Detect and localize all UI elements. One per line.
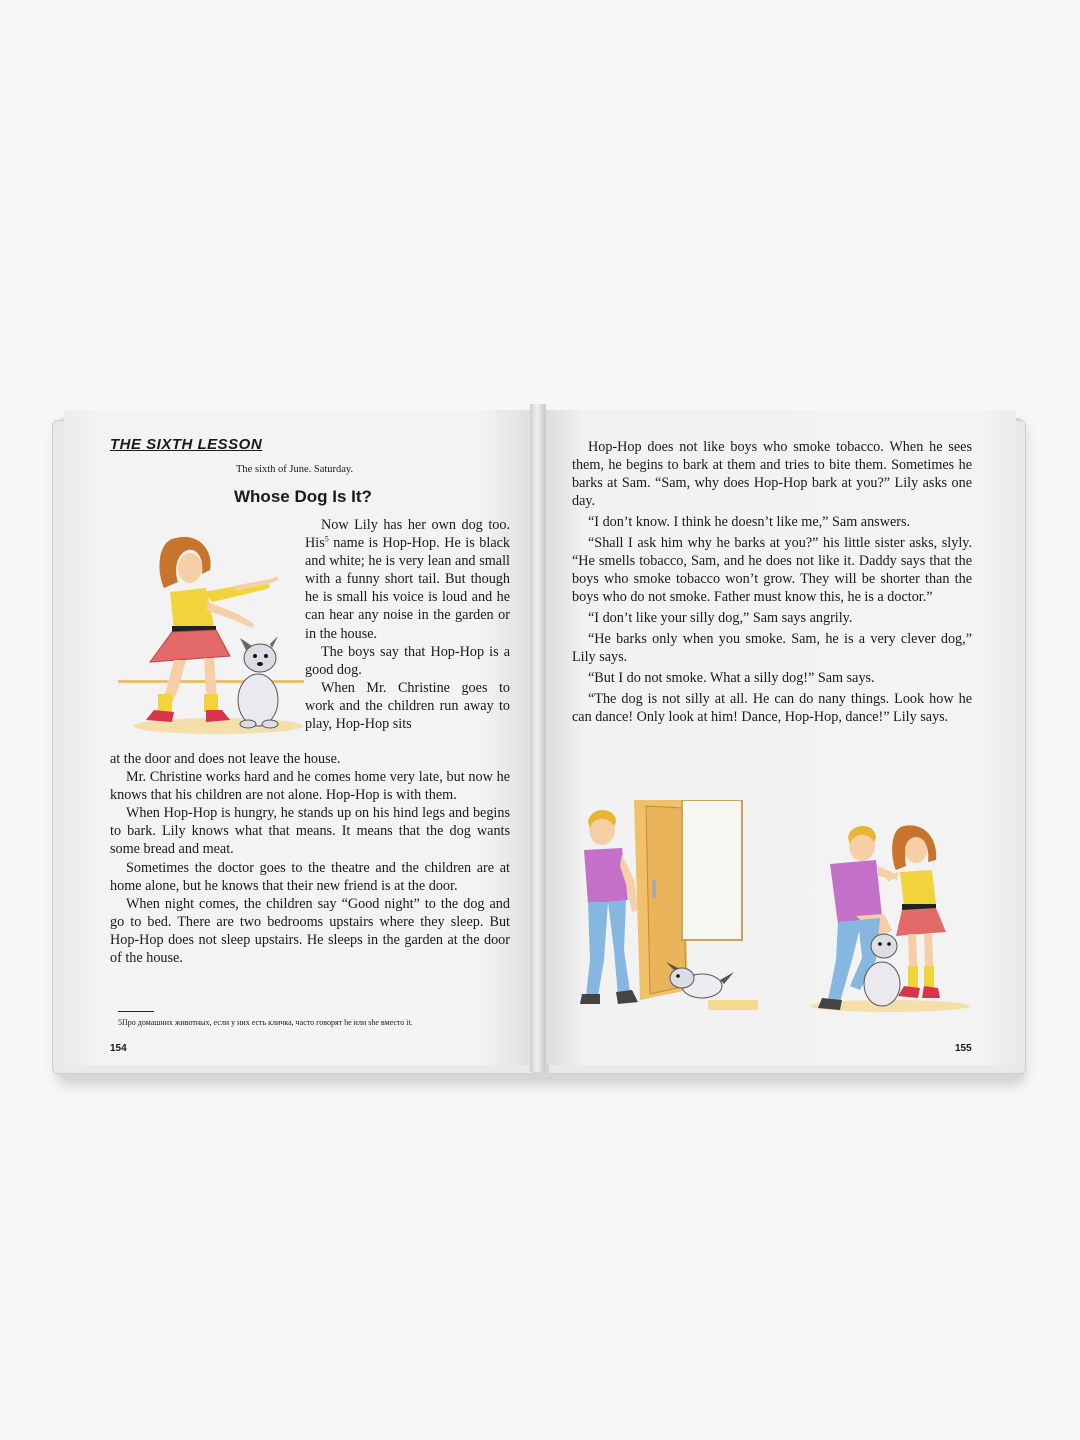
story-title: Whose Dog Is It? <box>234 487 372 506</box>
lesson-title: THE SIXTH LESSON <box>110 436 263 453</box>
paragraph: When Mr. Christine goes to work and the children run away to play, Hop-Hop sits <box>305 679 510 733</box>
paragraph: When night comes, the children say “Good night” to the dog and go to bed. There are two bedrooms upstairs where they sleep. But Hop-Hop does not sleep upstairs. He sleeps in the garden at the door of the house. <box>110 895 510 967</box>
paragraph: Mr. Christine works hard and he comes home very late, but now he knows that his children are not alone. Hop-Hop is with them. <box>110 769 510 804</box>
story-main-text <box>110 750 510 967</box>
story-continued-text <box>572 438 972 729</box>
paragraph: The boys say that Hop-Hop is a good dog. <box>305 643 510 678</box>
paragraph: at the door and does not leave the house. <box>110 751 341 767</box>
page-number-right: 155 <box>955 1043 972 1054</box>
girl-with-dog-illustration <box>118 530 304 736</box>
paragraph: Sometimes the doctor goes to the theatre and the children are at home alone, but he knows that their new friend is at the door. <box>110 859 510 894</box>
book-spine <box>530 404 546 1072</box>
paragraph: “I don’t like your silly dog,” Sam says angrily. <box>588 610 853 626</box>
paragraph: “But I do not smoke. What a silly dog!” Sam says. <box>588 670 875 686</box>
page-number-left: 154 <box>110 1043 127 1054</box>
lesson-date: The sixth of June. Saturday. <box>236 464 354 475</box>
paragraph: “The dog is not silly at all. He can do nany things. Look how he can dance! Only look at him! Dance, Hop-Hop, dance!” Lily says. <box>572 691 972 725</box>
paragraph: “I don’t know. I think he doesn’t like me,” Sam answers. <box>588 514 911 530</box>
story-wrap-text <box>305 516 510 733</box>
paragraph: “Shall I ask him why he barks at you?” his little sister asks, slyly. “He smells tobacco, Sam, and he does not like it. Daddy says that the boys who smoke tobacco won’t grow. They will be shorter than the boys who do not smoke. Father must know this, he is a doctor.” <box>572 535 972 605</box>
boy-at-door-illustration <box>578 800 758 1015</box>
paragraph: Now Lily has her own dog too. His$^5$ name is Hop-Hop. He is black and white; he is very lean and small with a funny short tail. But though he is small his voice is loud and he can hear any noise in the garden or in the house. <box>305 517 511 642</box>
paragraph: “He barks only when you smoke. Sam, he is a very clever dog,” Lily says. <box>572 631 972 665</box>
sam-lily-dancing-dog-illustration <box>800 820 970 1015</box>
paragraph: Hop-Hop does not like boys who smoke tobacco. When he sees them, he begins to bark at them and tries to bite them. Sometimes he barks at Sam. “Sam, why does Hop-Hop bark at you?” Lily asks one day. <box>572 439 972 509</box>
paragraph: When Hop-Hop is hungry, he stands up on his hind legs and begins to bark. Lily knows what that means. It means that the dog wants some bread and meat. <box>110 805 510 858</box>
footnote-divider <box>118 1011 154 1012</box>
footnote-marker: 5 <box>324 534 329 544</box>
footnote: 5Про домашних животных, если у них есть кличка, часто говорят he или she вместо it. <box>118 1018 413 1027</box>
